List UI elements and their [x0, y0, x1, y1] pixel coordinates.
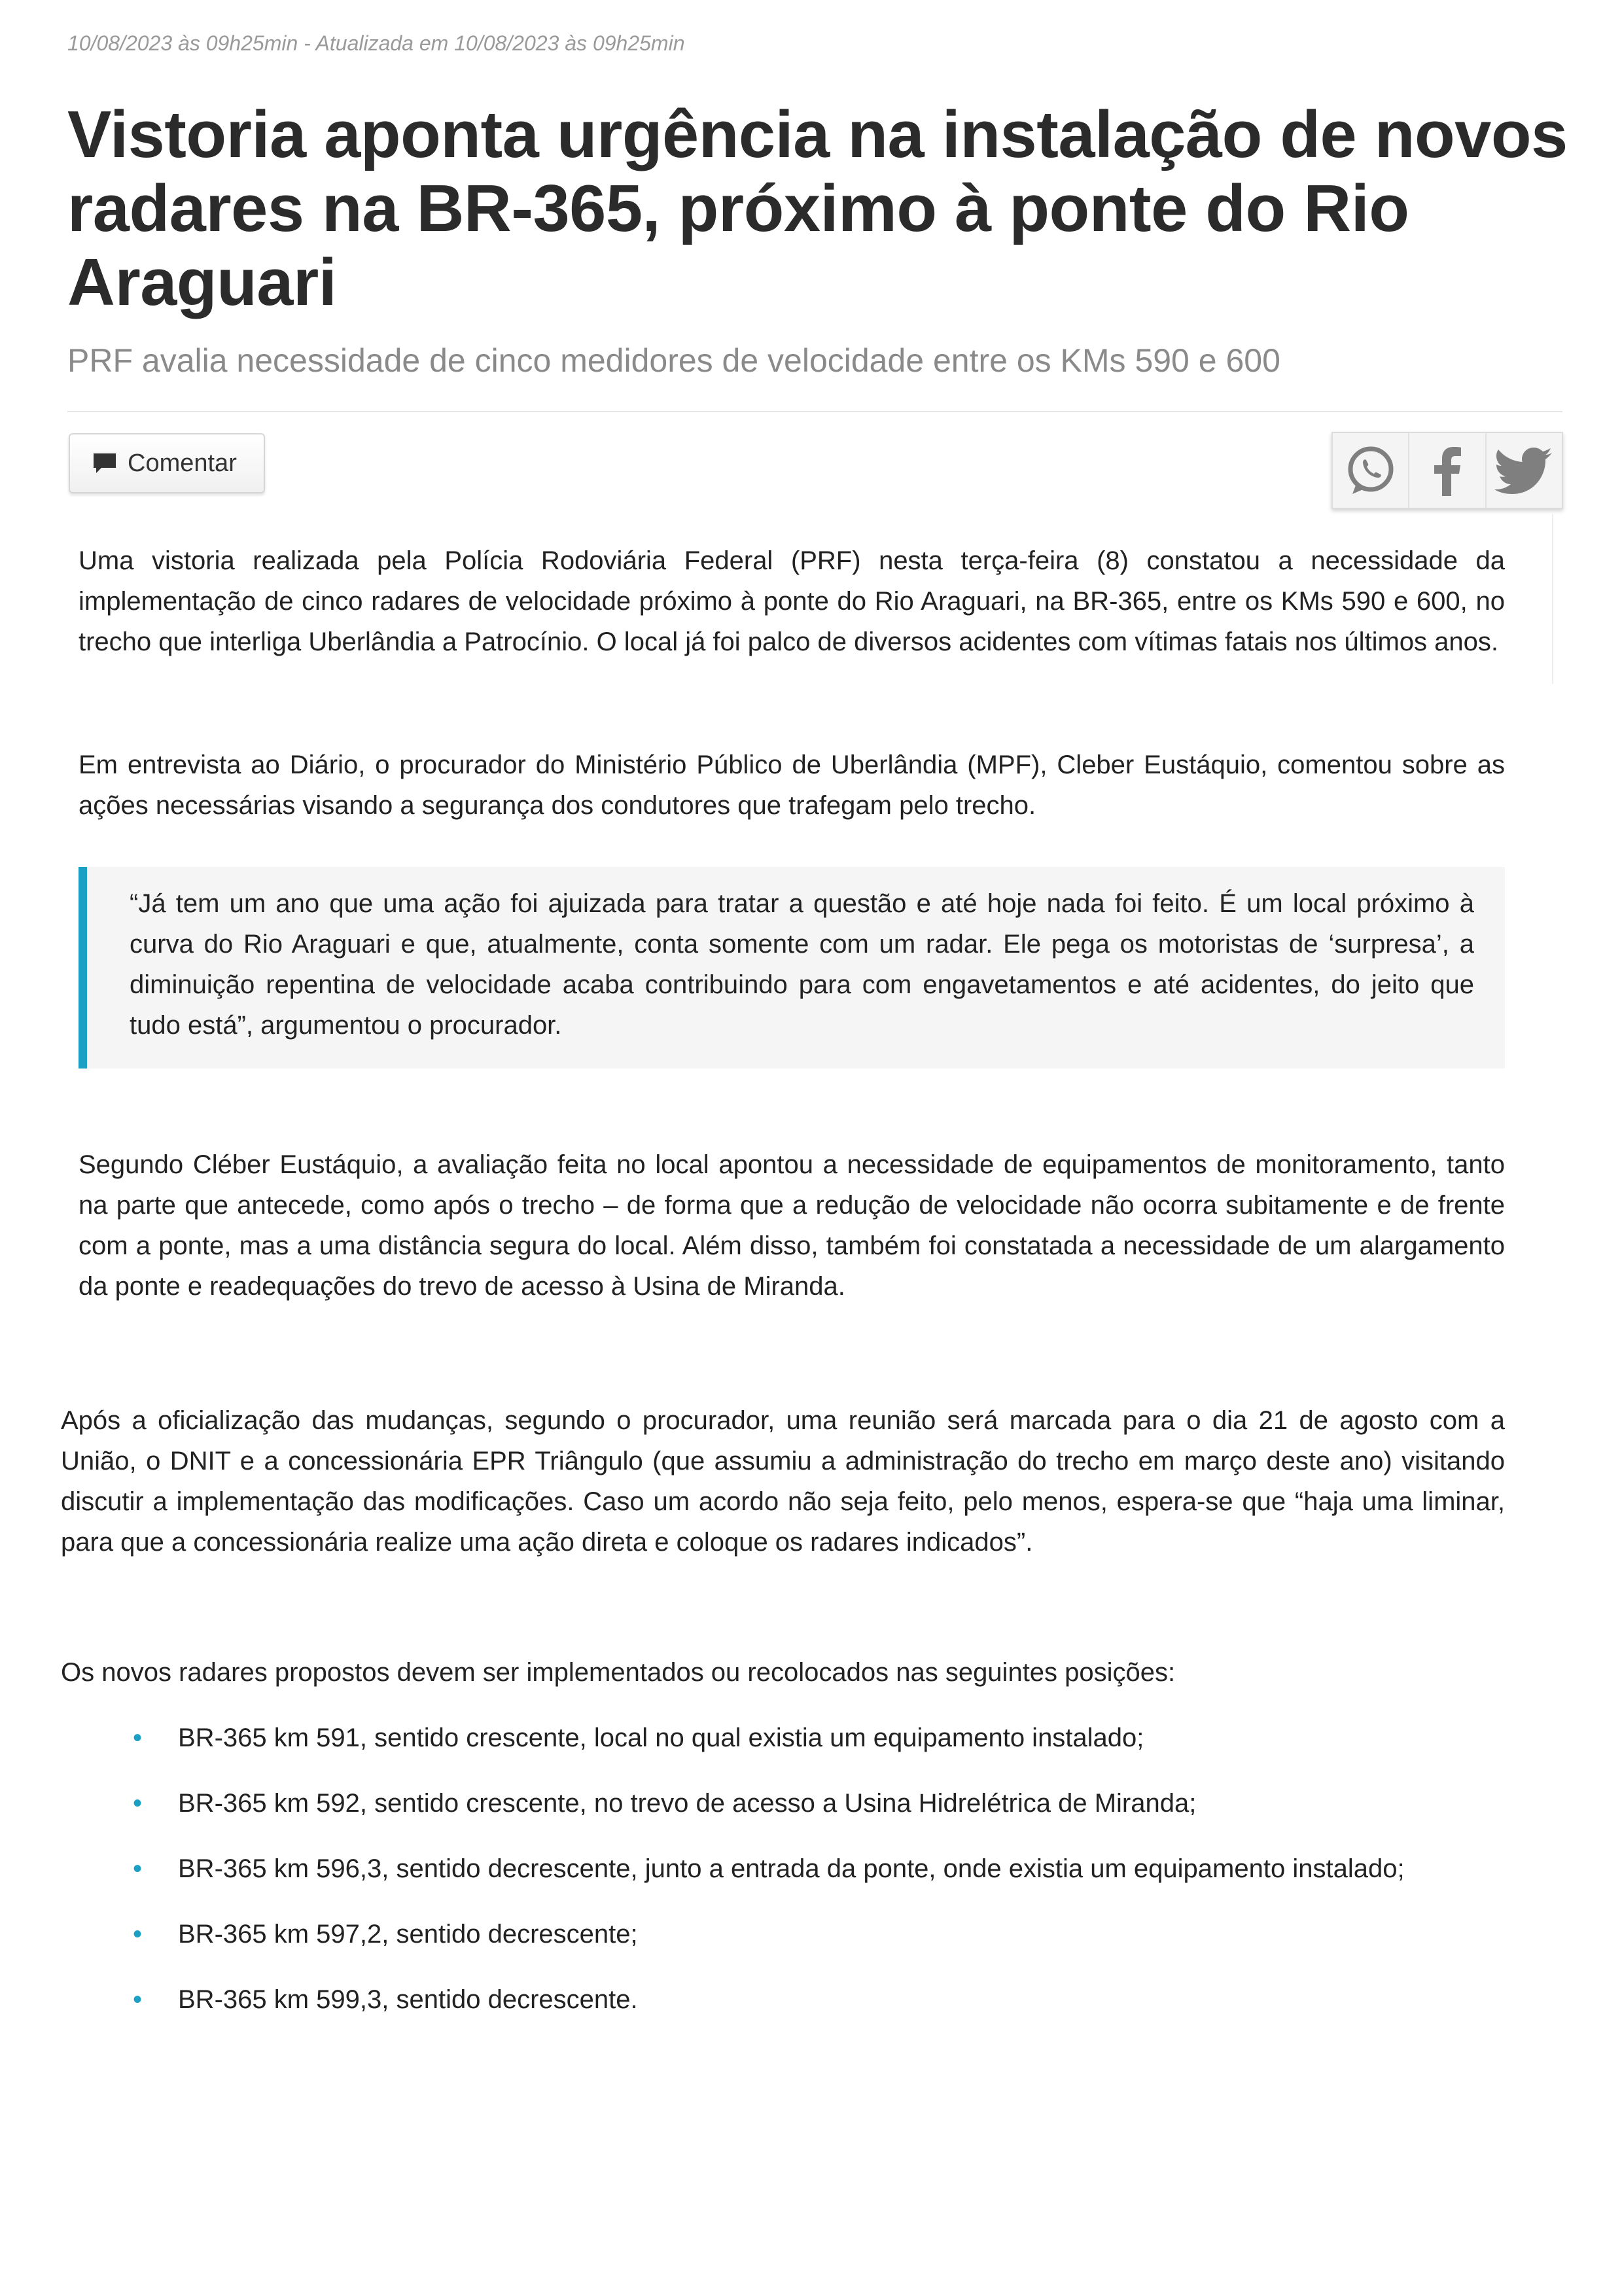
bullet-icon: •	[133, 1723, 143, 1752]
bullet-icon: •	[133, 1854, 143, 1883]
list-item: • BR-365 km 599,3, sentido decrescente.	[134, 1979, 1508, 2020]
article-headline: Vistoria aponta urgência na instalação de novos radares na BR-365, próximo à ponte do Rio Araguari	[67, 98, 1568, 319]
bullet-icon: •	[133, 1789, 143, 1818]
article-subtitle: PRF avalia necessidade de cinco medidores de velocidade entre os KMs 590 e 600	[67, 342, 1280, 379]
share-whatsapp-button[interactable]	[1333, 433, 1409, 508]
article-paragraph: Uma vistoria realizada pela Polícia Rodoviária Federal (PRF) nesta terça-feira (8) constatou a necessidade da implementação de cinco radares de velocidade próximo à ponte do Rio Araguari, na BR-365, entre os KMs 590 e 600, no trecho que interliga Uberlândia a Patrocínio. O local já foi palco de diversos acidentes com vítimas fatais nos últimos anos.	[79, 546, 1505, 656]
speech-bubble-icon	[92, 452, 117, 474]
share-facebook-button[interactable]	[1409, 433, 1486, 508]
quote-text: “Já tem um ano que uma ação foi ajuizada para tratar a questão e até hoje nada foi feito. É um local próximo à curva do Rio Araguari e que, atualmente, conta somente com um radar. Ele pega os motoristas de ‘surpresa’, a diminuição repentina de velocidade acaba contribuindo para com engavetamentos e até acidentes, do jeito que tudo está”, argumentou o procurador.	[130, 889, 1474, 1040]
bullet-icon: •	[133, 1920, 143, 1949]
radar-locations-list	[134, 1718, 1508, 2020]
whatsapp-icon	[1343, 443, 1398, 498]
header-divider	[67, 411, 1562, 412]
list-item: • BR-365 km 591, sentido crescente, local no qual existia um equipamento instalado;	[134, 1718, 1508, 1758]
twitter-icon	[1494, 446, 1553, 495]
comment-button-label: Comentar	[128, 449, 237, 477]
bullet-icon: •	[133, 1985, 143, 2014]
article-paragraph: Segundo Cléber Eustáquio, a avaliação feita no local apontou a necessidade de equipamentos de monitoramento, tanto na parte que antecede, como após o trecho – de forma que a redução de velocidade não ocorra subitamente e de frente com a ponte, mas a uma distância segura do local. Além disso, também foi constatada a necessidade de um alargamento da ponte e readequações do trevo de acesso à Usina de Miranda.	[79, 1150, 1505, 1301]
list-item: • BR-365 km 597,2, sentido decrescente;	[134, 1914, 1508, 1954]
share-twitter-button[interactable]	[1487, 433, 1562, 508]
article-paragraph: Em entrevista ao Diário, o procurador do Ministério Público de Uberlândia (MPF), Cleber Eustáquio, comentou sobre as ações necessárias visando a segurança dos condutores que trafegam pelo trecho.	[79, 751, 1505, 820]
share-buttons	[1331, 432, 1563, 509]
blockquote	[79, 867, 1505, 1069]
list-item: • BR-365 km 592, sentido crescente, no trevo de acesso a Usina Hidrelétrica de Miranda;	[134, 1783, 1508, 1824]
publish-date: 10/08/2023 às 09h25min - Atualizada em 10/08/2023 às 09h25min	[67, 31, 685, 55]
article-paragraph: Os novos radares propostos devem ser implementados ou recolocados nas seguintes posições:	[61, 1658, 1176, 1687]
facebook-icon	[1432, 445, 1463, 496]
content-edge-line	[1552, 514, 1553, 684]
comment-button[interactable]	[69, 433, 265, 493]
article-paragraph: Após a oficialização das mudanças, segundo o procurador, uma reunião será marcada para o dia 21 de agosto com a União, o DNIT e a concessionária EPR Triângulo (que assumiu a administração do trecho em março deste ano) visitando discutir a implementação das modificações. Caso um acordo não seja feito, pelo menos, espera-se que “haja uma liminar, para que a concessionária realize uma ação direta e coloque os radares indicados”.	[61, 1406, 1505, 1557]
list-item: • BR-365 km 596,3, sentido decrescente, junto a entrada da ponte, onde existia um equipamento instalado;	[134, 1848, 1475, 1889]
